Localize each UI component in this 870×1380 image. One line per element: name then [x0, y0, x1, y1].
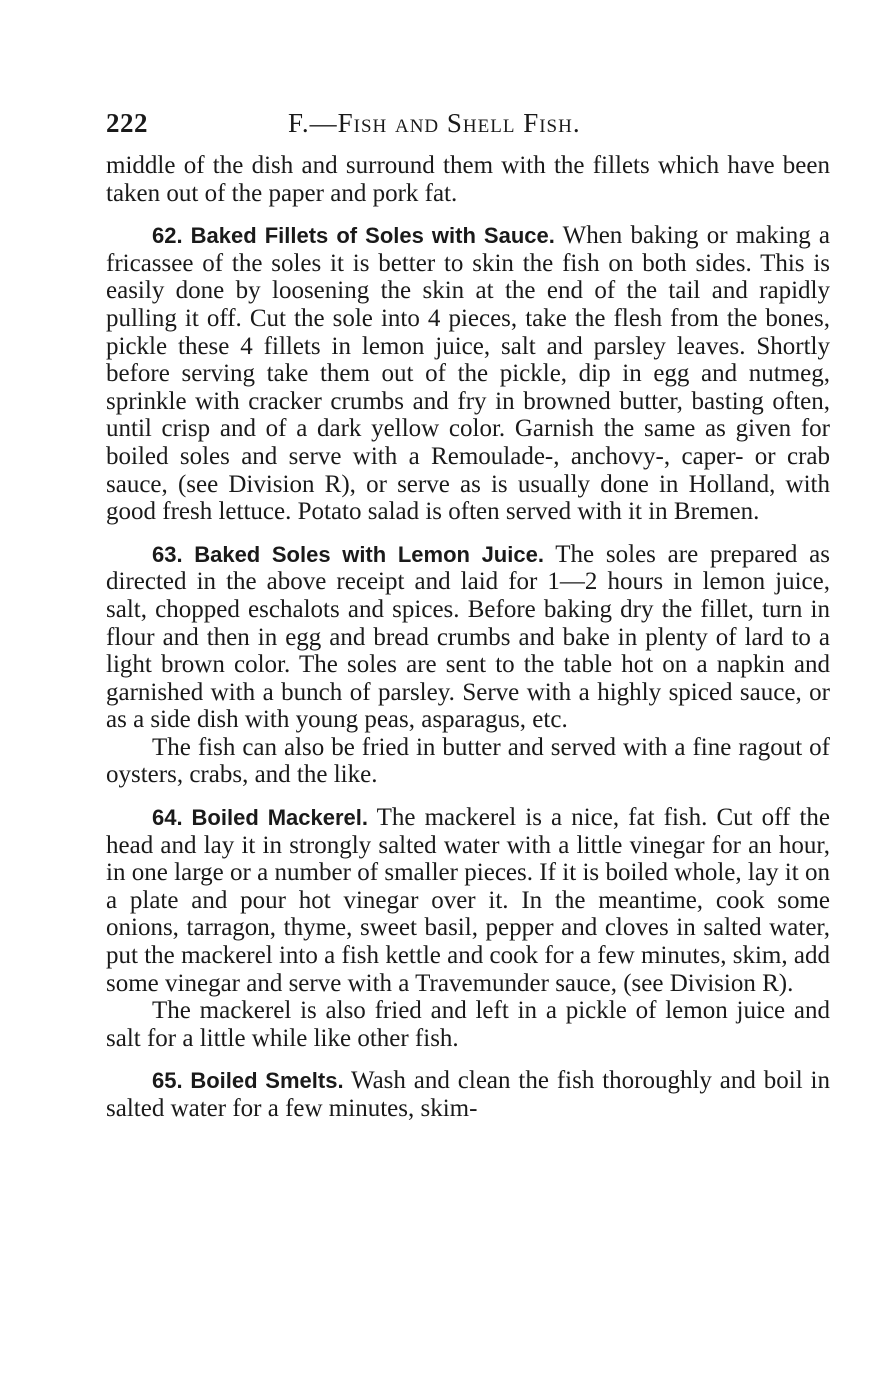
- paragraph-text: The fish can also be fried in butter and served with a fine ragout of oysters, crabs, and the like.: [106, 733, 830, 789]
- paragraph-text: When baking or making a fricassee of the soles it is better to skin the fish on both sides. This is easily done by loosening the skin at the end of the tail and rapidly pulling it off. Cut the sole into 4 pieces, take the flesh from the bones, pickle these 4 fillets in lemon juice, salt and parsley leaves. Shortly before serving take them out of the pickle, dip in egg and nutmeg, sprinkle with cracker crumbs and fry in browned butter, basting often, until crisp and of a dark yellow color. Garnish the same as given for boiled soles and serve with a Remoulade-, anchovy-, caper- or crab sauce, (see Division R), or serve as is usually done in Holland, with good fresh lettuce. Potato salad is often served with it in Bremen.: [106, 222, 830, 526]
- continuation-paragraph: [106, 152, 830, 207]
- running-title: F.—Fish and Shell Fish.: [288, 108, 581, 138]
- paragraph-text: The soles are prepared as directed in the above receipt and laid for 1—2 hours in lemon juice, salt, chopped eschalots and spices. Before baking dry the fillet, turn in flour and then in egg and bread crumbs and bake in plenty of lard to a light brown color. The soles are sent to the table hot on a napkin and garnished with a bunch of parsley. Serve with a highly spiced sauce, or as a side dish with young peas, asparagus, etc.: [106, 540, 831, 734]
- page-number: 222: [106, 108, 148, 138]
- recipe-64-note: [106, 997, 830, 1052]
- recipe-63: [106, 541, 830, 734]
- recipe-62: [106, 222, 830, 526]
- recipe-63-note: [106, 734, 830, 789]
- paragraph-text: Wash and clean the fish thoroughly and boil in salted water for a few minutes, skim-: [106, 1067, 830, 1122]
- paragraph-text: The mackerel is also fried and left in a pickle of lemon juice and salt for a little while like other fish.: [106, 997, 830, 1052]
- paragraph-text: The mackerel is a nice, fat fish. Cut off the head and lay it in strongly salted water with a little vinegar for an hour, in one large or a number of smaller pieces. If it is boiled whole, lay it on a plate and pour hot vinegar over it. In the meantime, cook some onions, tarragon, thyme, sweet basil, pepper and cloves in salted water, put the mackerel into a fish kettle and cook for a few minutes, skim, add some vinegar and serve with a Travemunder sauce, (see Division R).: [106, 804, 831, 997]
- recipe-heading: 64. Boiled Mackerel.: [152, 805, 368, 831]
- recipe-65: [106, 1067, 830, 1122]
- recipe-heading: 63. Baked Soles with Lemon Juice.: [152, 541, 544, 567]
- recipe-64: [106, 804, 830, 997]
- book-page: [106, 108, 830, 1123]
- paragraph-text: middle of the dish and surround them with the fillets which have been taken out of the paper and pork fat.: [106, 152, 830, 207]
- recipe-heading: 62. Baked Fillets of Soles with Sauce.: [152, 223, 555, 249]
- recipe-heading: 65. Boiled Smelts.: [152, 1068, 344, 1094]
- page-header: [106, 108, 830, 152]
